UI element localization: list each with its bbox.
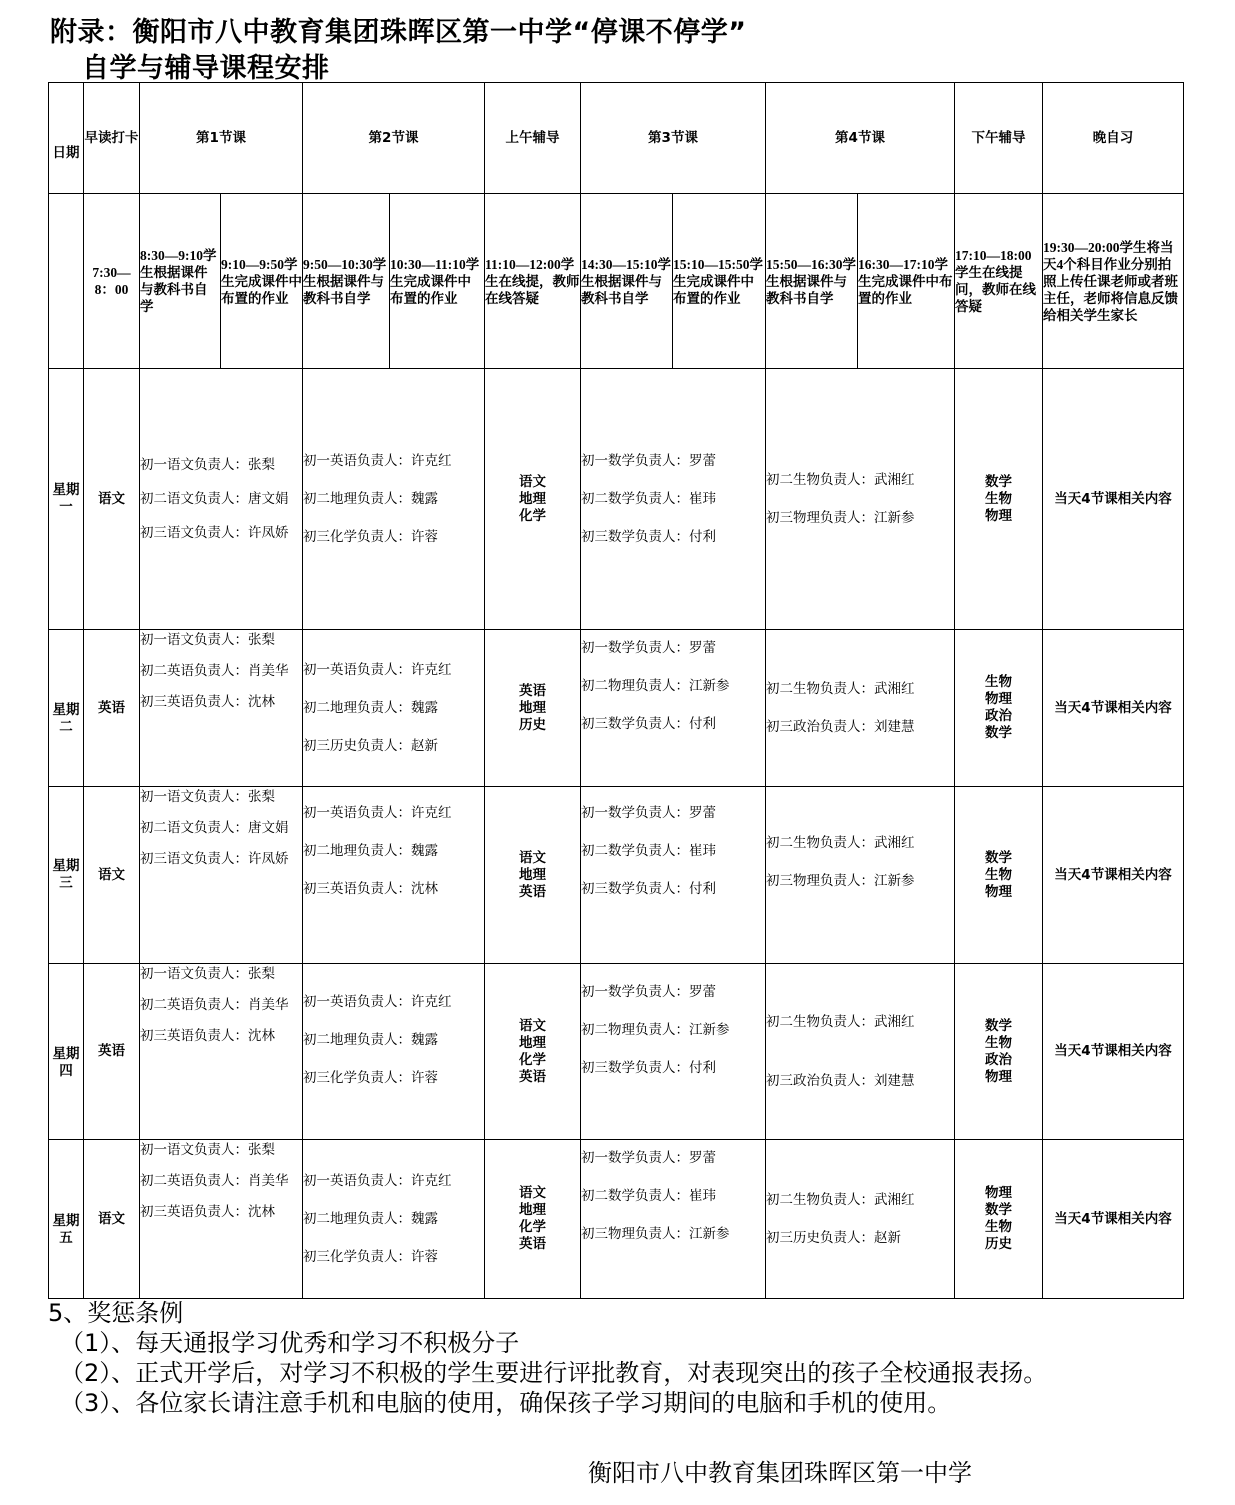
responsible-entry: 初二生物负责人：武湘红 xyxy=(766,680,915,697)
subject: 数学 xyxy=(985,473,1012,490)
responsible-entry: 初一数学负责人：罗蕾 xyxy=(581,984,716,1000)
period-1-cell xyxy=(140,369,303,630)
subject: 英语 xyxy=(519,1236,546,1252)
period-1-cell xyxy=(140,630,303,787)
day-row-wednesday xyxy=(49,787,1184,964)
responsible-entry: 初一语文负责人：张梨 xyxy=(140,789,275,805)
subject: 物理 xyxy=(985,1185,1012,1201)
subject: 物理 xyxy=(985,691,1012,707)
early-subject: 英语 xyxy=(84,964,140,1140)
responsible-entry: 初二数学负责人：崔玮 xyxy=(581,1188,716,1204)
time-evening: 19:30—20:00学生将当天4个科目作业分别拍照上传任课老师或者班主任，老师将信息反馈给相关学生家长 xyxy=(1043,194,1184,369)
time-pm-tutor: 17:10—18:00学生在线提问，教师在线答疑 xyxy=(955,194,1043,369)
responsible-entry: 初一数学负责人：罗蕾 xyxy=(581,805,716,821)
period-4-cell xyxy=(766,787,955,964)
morning-tutor-subjects xyxy=(485,964,581,1140)
rules-section xyxy=(48,1298,1047,1418)
subject: 生物 xyxy=(985,1034,1012,1051)
subject: 生物 xyxy=(985,674,1012,690)
header-evening-study: 晚自习 xyxy=(1043,83,1184,194)
period-3-cell xyxy=(581,630,766,787)
period-3-cell xyxy=(581,787,766,964)
subject: 英语 xyxy=(519,883,546,900)
responsible-entry: 初二物理负责人：江新参 xyxy=(581,1022,730,1038)
afternoon-tutor-subjects xyxy=(955,630,1043,787)
morning-tutor-subjects xyxy=(485,787,581,964)
responsible-entry: 初三数学负责人：付利 xyxy=(581,1060,716,1076)
subject: 物理 xyxy=(985,1068,1012,1085)
responsible-entry: 初二数学负责人：崔玮 xyxy=(581,843,716,859)
subject: 政治 xyxy=(985,1051,1012,1068)
responsible-entry: 初三历史负责人：赵新 xyxy=(303,737,438,754)
responsible-entry: 初三化学负责人：许蓉 xyxy=(303,1070,438,1086)
subject: 历史 xyxy=(519,716,546,733)
responsible-entry: 初二地理负责人：魏露 xyxy=(303,699,438,716)
subject: 化学 xyxy=(519,1051,546,1068)
document-subtitle: 自学与辅导课程安排 xyxy=(82,53,330,84)
period-2-cell xyxy=(303,964,485,1140)
day-row-thursday xyxy=(49,964,1184,1140)
morning-tutor-subjects xyxy=(485,369,581,630)
period-2-cell xyxy=(303,787,485,964)
responsible-entry: 初三物理负责人：江新参 xyxy=(766,873,915,889)
responsible-entry: 初二生物负责人：武湘红 xyxy=(766,1014,915,1030)
early-subject: 语文 xyxy=(84,1140,140,1299)
responsible-entry: 初一语文负责人：张梨 xyxy=(140,966,275,982)
day-row-tuesday xyxy=(49,630,1184,787)
period-2-cell xyxy=(303,630,485,787)
schedule-table xyxy=(48,82,1184,1299)
rules-heading: 5、奖惩条例 xyxy=(48,1299,184,1327)
responsible-entry: 初二物理负责人：江新参 xyxy=(581,678,730,694)
day-row-friday xyxy=(49,1140,1184,1299)
time-p1b: 9:10—9:50学生完成课件中布置的作业 xyxy=(221,194,303,369)
responsible-entry: 初二生物负责人：武湘红 xyxy=(766,471,915,488)
time-p2b: 10:30—11:10学生完成课件中布置的作业 xyxy=(390,194,485,369)
afternoon-tutor-subjects xyxy=(955,787,1043,964)
evening-content: 当天4节课相关内容 xyxy=(1043,787,1184,964)
responsible-entry: 初一数学负责人：罗蕾 xyxy=(581,640,716,656)
responsible-entry: 初二英语负责人：肖美华 xyxy=(140,663,289,679)
day-label: 星期二 xyxy=(49,630,84,787)
subject: 历史 xyxy=(985,1236,1012,1252)
period-1-cell xyxy=(140,787,303,964)
subject: 语文 xyxy=(519,473,546,490)
responsible-entry: 初一语文负责人：张梨 xyxy=(140,632,275,648)
evening-content: 当天4节课相关内容 xyxy=(1043,964,1184,1140)
responsible-entry: 初二英语负责人：肖美华 xyxy=(140,1173,289,1189)
time-p2a: 9:50—10:30学生根据课件与教科书自学 xyxy=(303,194,390,369)
time-p4a: 15:50—16:30学生根据课件与教科书自学 xyxy=(766,194,858,369)
subject: 语文 xyxy=(519,1017,546,1034)
time-am-tutor: 11:10—12:00学生在线提，教师在线答疑 xyxy=(485,194,581,369)
morning-tutor-subjects xyxy=(485,1140,581,1299)
responsible-entry: 初一英语负责人：许克红 xyxy=(303,1172,452,1189)
header-morning-tutoring: 上午辅导 xyxy=(485,83,581,194)
responsible-entry: 初二英语负责人：肖美华 xyxy=(140,997,289,1013)
responsible-entry: 初一英语负责人：许克红 xyxy=(303,994,452,1010)
responsible-entry: 初二生物负责人：武湘红 xyxy=(766,835,915,851)
header-period-1: 第1节课 xyxy=(140,83,303,194)
subject: 语文 xyxy=(519,1185,546,1201)
time-p3b: 15:10—15:50学生完成课件中布置的作业 xyxy=(673,194,766,369)
subject: 地理 xyxy=(519,1034,546,1051)
subject: 数学 xyxy=(985,849,1012,866)
period-1-cell xyxy=(140,1140,303,1299)
time-date-empty xyxy=(49,194,84,369)
morning-tutor-subjects xyxy=(485,630,581,787)
responsible-entry: 初一数学负责人：罗蕾 xyxy=(581,1150,716,1166)
header-period-3: 第3节课 xyxy=(581,83,766,194)
subject: 数学 xyxy=(985,1017,1012,1034)
subject: 生物 xyxy=(985,866,1012,883)
period-3-cell xyxy=(581,964,766,1140)
responsible-entry: 初二地理负责人：魏露 xyxy=(303,1210,438,1227)
responsible-entry: 初二地理负责人：魏露 xyxy=(303,843,438,859)
header-row xyxy=(49,83,1184,194)
afternoon-tutor-subjects xyxy=(955,964,1043,1140)
period-4-cell xyxy=(766,369,955,630)
time-p3a: 14:30—15:10学生根据课件与教科书自学 xyxy=(581,194,673,369)
subject: 地理 xyxy=(519,1202,546,1218)
responsible-entry: 初三英语负责人：沈林 xyxy=(140,694,275,710)
period-2-cell xyxy=(303,369,485,630)
evening-content: 当天4节课相关内容 xyxy=(1043,369,1184,630)
responsible-entry: 初三语文负责人：许凤娇 xyxy=(140,524,289,541)
rule-item: （1）、每天通报学习优秀和学习不积极分子 xyxy=(60,1329,520,1357)
day-label: 星期四 xyxy=(49,964,84,1140)
responsible-entry: 初一英语负责人：许克红 xyxy=(303,452,452,469)
early-subject: 语文 xyxy=(84,369,140,630)
responsible-entry: 初三政治负责人：刘建慧 xyxy=(766,1073,915,1089)
rule-item: （3）、各位家长请注意手机和电脑的使用，确保孩子学习期间的电脑和手机的使用。 xyxy=(60,1389,952,1417)
subject: 数学 xyxy=(985,1202,1012,1218)
early-subject: 语文 xyxy=(84,787,140,964)
responsible-entry: 初三数学负责人：付利 xyxy=(581,881,716,897)
responsible-entry: 初三数学负责人：付利 xyxy=(581,528,716,545)
afternoon-tutor-subjects xyxy=(955,1140,1043,1299)
responsible-entry: 初二地理负责人：魏露 xyxy=(303,1032,438,1048)
header-date: 日期 xyxy=(49,83,84,194)
subject: 语文 xyxy=(519,849,546,866)
rule-item: （2）、正式开学后，对学习不积极的学生要进行评批教育，对表现突出的孩子全校通报表扬。 xyxy=(60,1359,1048,1387)
subject: 化学 xyxy=(519,507,546,524)
time-early: 7:30—8：00 xyxy=(84,194,140,369)
responsible-entry: 初三物理负责人：江新参 xyxy=(581,1226,730,1242)
subject: 地理 xyxy=(519,699,546,716)
responsible-entry: 初三历史负责人：赵新 xyxy=(766,1229,901,1246)
period-4-cell xyxy=(766,630,955,787)
subject: 物理 xyxy=(985,883,1012,900)
header-period-4: 第4节课 xyxy=(766,83,955,194)
responsible-entry: 初一数学负责人：罗蕾 xyxy=(581,452,716,469)
day-row-monday xyxy=(49,369,1184,630)
header-period-2: 第2节课 xyxy=(303,83,485,194)
time-row xyxy=(49,194,1184,369)
responsible-entry: 初一语文负责人：张梨 xyxy=(140,1142,275,1158)
afternoon-tutor-subjects xyxy=(955,369,1043,630)
document-title: 附录：衡阳市八中教育集团珠晖区第一中学“停课不停学” xyxy=(50,17,747,48)
period-1-cell xyxy=(140,964,303,1140)
period-3-cell xyxy=(581,1140,766,1299)
responsible-entry: 初一英语负责人：许克红 xyxy=(303,805,452,821)
responsible-entry: 初三物理负责人：江新参 xyxy=(766,509,915,526)
responsible-entry: 初一语文负责人：张梨 xyxy=(140,456,275,473)
responsible-entry: 初二数学负责人：崔玮 xyxy=(581,490,716,507)
responsible-entry: 初三化学负责人：许蓉 xyxy=(303,528,438,545)
subject: 生物 xyxy=(985,1219,1012,1235)
day-label: 星期一 xyxy=(49,369,84,630)
time-p4b: 16:30—17:10学生完成课件中布置的作业 xyxy=(858,194,955,369)
responsible-entry: 初一英语负责人：许克红 xyxy=(303,661,452,678)
responsible-entry: 初三英语负责人：沈林 xyxy=(140,1204,275,1220)
subject: 英语 xyxy=(519,682,546,699)
subject: 政治 xyxy=(985,708,1012,724)
responsible-entry: 初二地理负责人：魏露 xyxy=(303,490,438,507)
evening-content: 当天4节课相关内容 xyxy=(1043,1140,1184,1299)
subject: 化学 xyxy=(519,1219,546,1235)
period-4-cell xyxy=(766,964,955,1140)
responsible-entry: 初二语文负责人：唐文娟 xyxy=(140,490,289,507)
early-subject: 英语 xyxy=(84,630,140,787)
evening-content: 当天4节课相关内容 xyxy=(1043,630,1184,787)
responsible-entry: 初三英语负责人：沈林 xyxy=(303,881,438,897)
responsible-entry: 初三语文负责人：许凤娇 xyxy=(140,851,289,867)
subject: 英语 xyxy=(519,1068,546,1085)
subject: 地理 xyxy=(519,866,546,883)
responsible-entry: 初三数学负责人：付利 xyxy=(581,716,716,732)
responsible-entry: 初三化学负责人：许蓉 xyxy=(303,1248,438,1265)
subject: 物理 xyxy=(985,507,1012,524)
subject: 数学 xyxy=(985,725,1012,741)
responsible-entry: 初二生物负责人：武湘红 xyxy=(766,1191,915,1208)
header-early-reading: 早读打卡 xyxy=(84,83,140,194)
period-2-cell xyxy=(303,1140,485,1299)
period-4-cell xyxy=(766,1140,955,1299)
responsible-entry: 初三英语负责人：沈林 xyxy=(140,1028,275,1044)
responsible-entry: 初二语文负责人：唐文娟 xyxy=(140,820,289,836)
day-label: 星期五 xyxy=(49,1140,84,1299)
period-3-cell xyxy=(581,369,766,630)
responsible-entry: 初三政治负责人：刘建慧 xyxy=(766,718,915,735)
subject: 地理 xyxy=(519,490,546,507)
header-afternoon-tutoring: 下午辅导 xyxy=(955,83,1043,194)
day-label: 星期三 xyxy=(49,787,84,964)
subject: 生物 xyxy=(985,490,1012,507)
time-p1a: 8:30—9:10学生根据课件与教科书自学 xyxy=(140,194,221,369)
signature: 衡阳市八中教育集团珠晖区第一中学 xyxy=(588,1459,972,1487)
